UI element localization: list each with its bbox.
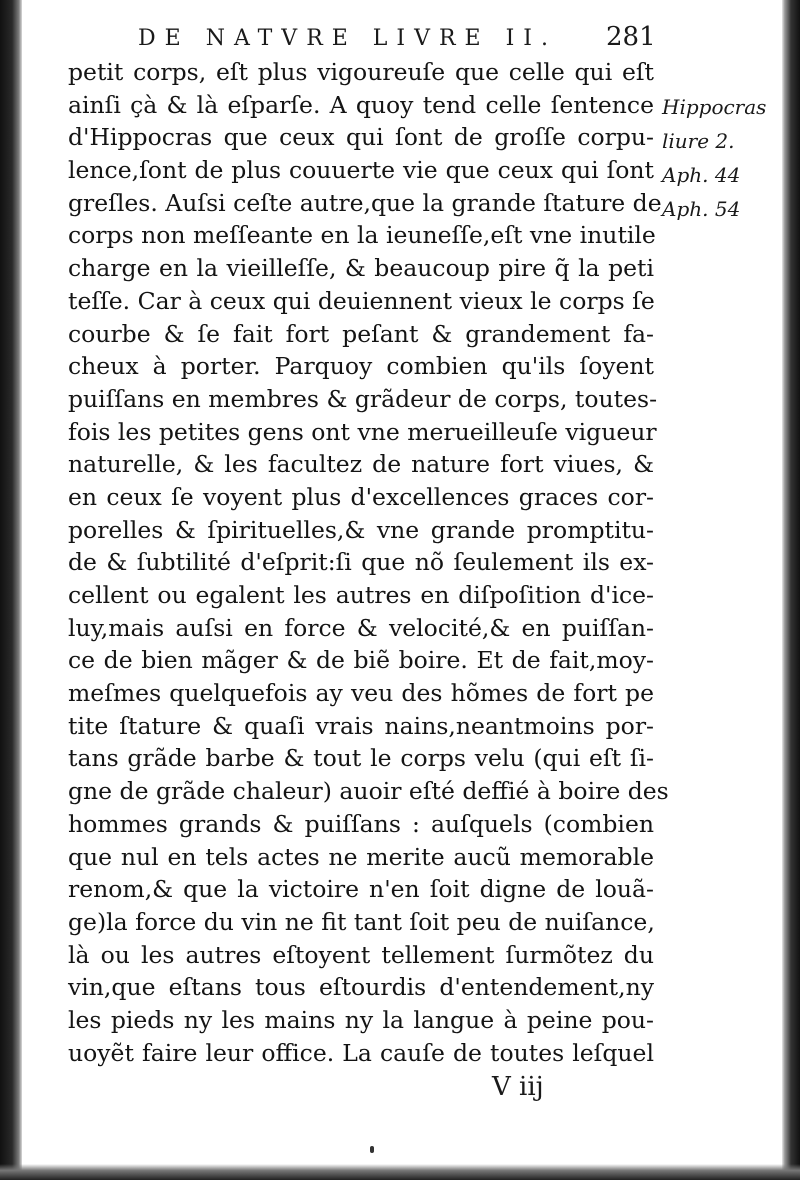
- ink-speck: [370, 1146, 374, 1153]
- text-line: cellent ou egalent les autres en diſpoſition d'ice-: [68, 581, 654, 609]
- text-line: vin,que eſtans tous eſtourdis d'entendement,ny: [68, 973, 654, 1002]
- scan-edge-left: [0, 0, 22, 1180]
- text-line: corps non meſſeante en la ieuneſſe,eſt vne inutile: [68, 221, 656, 250]
- text-line: là ou les autres eſtoyent tellement ſurmõtez du: [68, 940, 654, 969]
- text-line: tans grãde barbe & tout le corps velu (qui eſt ſi-: [68, 744, 654, 773]
- text-line: uoyẽt faire leur office. La cauſe de toutes leſquel: [68, 1038, 654, 1067]
- margin-note-book: liure 2.: [662, 129, 735, 153]
- text-line: renom,& que la victoire n'en ſoit digne de louã-: [68, 875, 654, 904]
- text-line: puiſſans en membres & grãdeur de corps, toutes-: [68, 384, 658, 413]
- text-line: teſſe. Car à ceux qui deuiennent vieux le corps ſe: [68, 286, 655, 315]
- running-head: DE NATVRE LIVRE II.: [138, 26, 557, 51]
- text-line: que nul en tels actes ne merite aucũ memorable: [68, 842, 654, 871]
- text-line: fois les petites gens ont vne merueilleuſe vigueur: [68, 417, 657, 446]
- text-line: courbe & ſe fait fort peſant & grandement fa-: [68, 319, 654, 348]
- text-line: meſmes quelquefois ay veu des hõmes de fort pe: [68, 679, 654, 708]
- text-line: cheux à porter. Parquoy combien qu'ils ſoyent: [68, 352, 654, 381]
- text-line: ge)la force du vin ne fit tant ſoit peu de nuiſance,: [68, 907, 655, 936]
- text-line: gne de grãde chaleur) auoir eſté deffié à boire des: [68, 777, 669, 806]
- text-line: tite ſtature & quaſi vrais nains,neantmoins por-: [68, 711, 654, 740]
- margin-note-aphorism: Aph. 44: [662, 163, 741, 187]
- text-line: greſles. Auſsi ceſte autre,que la grande ſtature de: [68, 188, 662, 217]
- page-number: 281: [606, 22, 656, 52]
- marginal-notes: [662, 90, 782, 226]
- text-line: de & ſubtilité d'eſprit:ſi que nõ ſeulement ils ex-: [68, 548, 654, 577]
- body-text: [68, 56, 669, 1069]
- text-line: porelles & ſpirituelles,& vne grande promptitu-: [68, 515, 654, 544]
- scan-edge-bottom: [0, 1164, 800, 1180]
- text-line: les pieds ny les mains ny la langue à peine pou-: [68, 1005, 654, 1034]
- text-line: charge en la vieilleſſe, & beaucoup pire q̃ la peti: [68, 254, 654, 283]
- text-line: lence,ſont de plus couuerte vie que ceux qui ſont: [68, 156, 654, 185]
- margin-note-source: Hippocras: [662, 95, 767, 119]
- text-line: luy,mais auſsi en force & velocité,& en puiſſan-: [68, 613, 654, 642]
- margin-note-aphorism: Aph. 54: [662, 197, 741, 221]
- text-line: naturelle, & les facultez de nature fort viues, &: [68, 450, 654, 479]
- text-line: hommes grands & puiſſans : auſquels (combien: [68, 809, 654, 838]
- text-line: ce de bien mãger & de biẽ boire. Et de fait,moy-: [68, 646, 654, 675]
- scan-edge-right: [782, 0, 800, 1180]
- text-line: ainſi çà & là eſparſe. A quoy tend celle ſentence: [68, 90, 654, 119]
- text-line: en ceux ſe voyent plus d'excellences graces cor-: [68, 482, 654, 511]
- text-line: d'Hippocras que ceux qui ſont de groſſe corpu-: [68, 123, 654, 152]
- signature-mark: V iij: [492, 1072, 544, 1102]
- text-line: petit corps, eſt plus vigoureuſe que celle qui eſt: [68, 58, 654, 86]
